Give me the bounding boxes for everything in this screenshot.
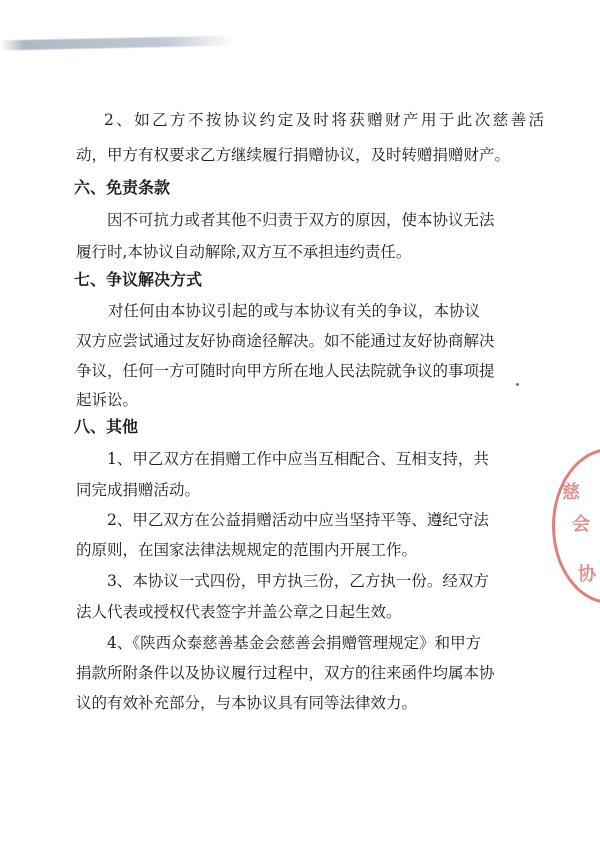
section8-item2-line1: 2、甲乙双方在公益捐赠活动中应当坚持平等、遵纪守法 [107, 511, 489, 529]
section8-item4-line1: 4、《陕西众泰慈善基金会慈善会捐赠管理规定》和甲方 [107, 634, 482, 652]
section8-item3-line2: 法人代表或授权代表签字并盖公章之日起生效。 [76, 603, 402, 621]
section8-item1-line2: 同完成捐赠活动。 [76, 481, 201, 499]
section6-heading: 六、免责条款 [74, 178, 171, 197]
section7-line1: 对任何由本协议引起的或与本协议有关的争议，本协议 [108, 302, 481, 320]
seal-char-2: 会 [572, 514, 590, 535]
section8-item4-line2: 捐款所附条件以及协议履行过程中，双方的往来函件均属本协 [76, 664, 495, 682]
section7-line3: 争议，任何一方可随时向甲方所在地人民法院就争议的事项提 [76, 362, 495, 380]
section8-item1-line1: 1、甲乙双方在捐赠工作中应当互相配合、互相支持，共 [107, 450, 489, 468]
section5-item2-line1: 2 、 如 乙 方 不 按 协 议 约 定 及 时 将 获 赠 财 产 用 于 此 次 慈 善 活 [104, 111, 544, 129]
section8-item3-line1: 3、本协议一式四份，甲方执三份，乙方执一份。经双方 [107, 572, 489, 590]
section8-item2-line2: 的原则，在国家法律法规规定的范围内开展工作。 [76, 541, 418, 559]
section7-line4: 起诉讼。 [76, 391, 139, 409]
section7-line2: 双方应尝试通过友好协商途径解决。如不能通过友好协商解决 [76, 332, 495, 350]
section8-heading: 八、其他 [74, 417, 139, 436]
section6-line1: 因不可抗力或者其他不归责于双方的原因，使本协议无法 [107, 211, 495, 229]
seal-char-3: 协 [578, 564, 596, 585]
section5-item2-line2: 动，甲方有权要求乙方继续履行捐赠协议，及时转赠捐赠财产。 [76, 146, 511, 164]
section6-line2: 履行时,本协议自动解除,双方互不承担违约责任。 [76, 243, 412, 261]
seal-char-1: 慈 [562, 482, 580, 503]
scan-dot [516, 383, 519, 386]
section7-heading: 七、争议解决方式 [74, 270, 203, 289]
scan-artifact [0, 36, 235, 51]
section8-item4-line3: 议的有效补充部分，与本协议具有同等法律效力。 [76, 694, 418, 712]
